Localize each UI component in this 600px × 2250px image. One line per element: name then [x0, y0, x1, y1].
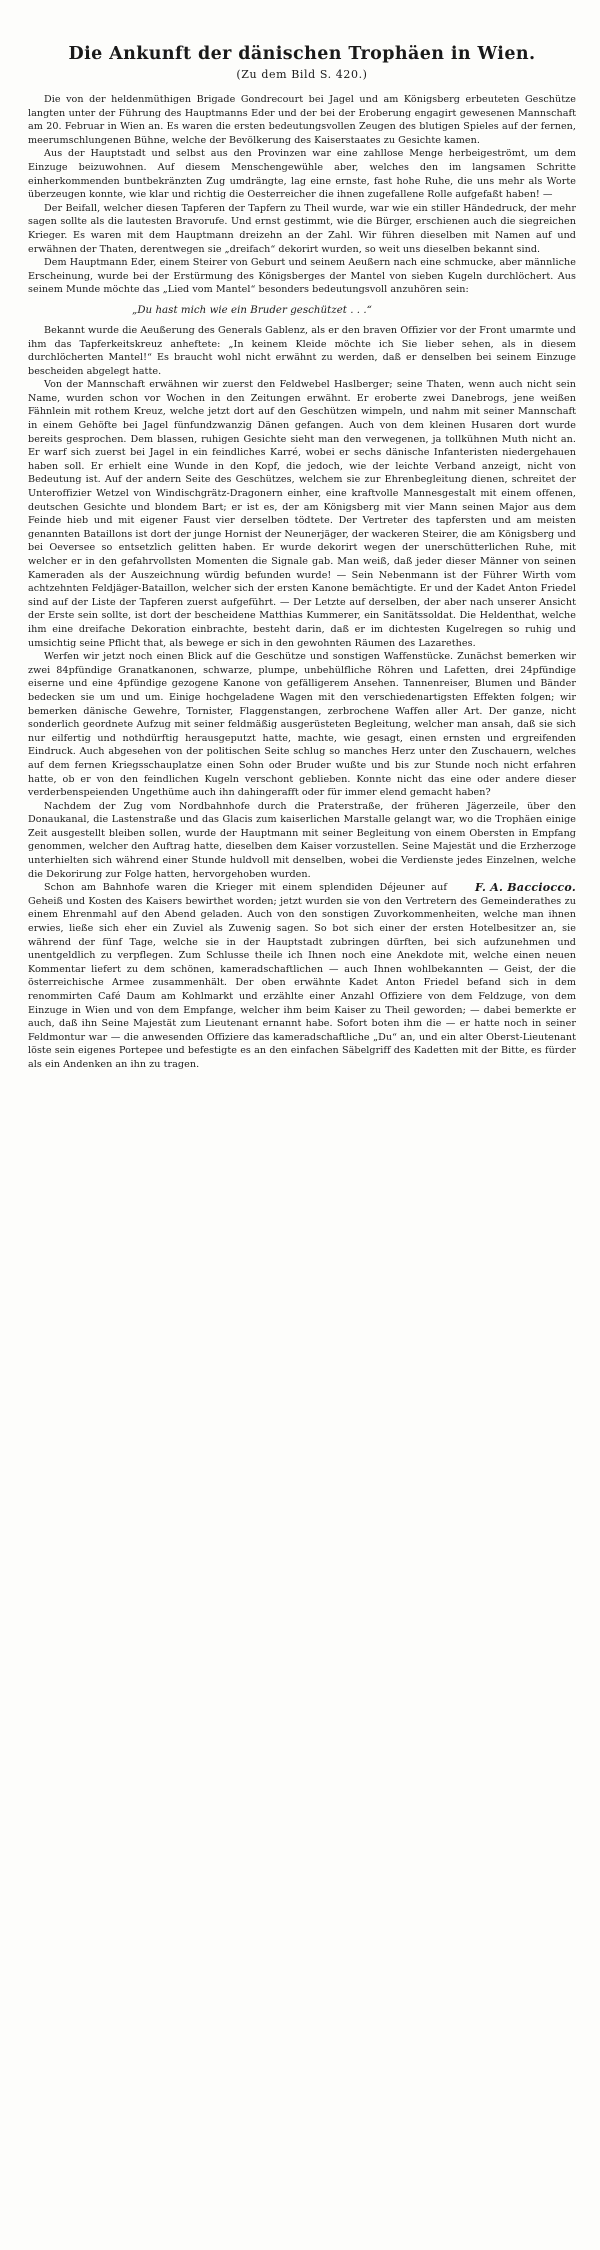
paragraph: Nachdem der Zug vom Nordbahnhofe durch die Praterstraße, der früheren Jägerzeile, über den Donaukanal, die Lastenstraße und das Glacis zum kaiserlichen Marstalle gelangt war, wo die Trophäen einige Zeit ausgestellt bleiben sollen, wurde der Hauptmann mit seiner Begleitung von einem Obersten in Empfang genommen, welcher den Auftrag hatte, dieselben dem Kaiser vorzustellen. Seine Majestät und die Erzherzoge unterhielten sich während einer Stunde huldvoll mit denselben, wobei die Verdienste jedes Einzelnen, welche die Dekorirung zur Folge hatten, hervorgehoben wurden.: [28, 800, 576, 880]
paragraph: Der Beifall, welcher diesen Tapferen der Tapfern zu Theil wurde, war wie ein stiller Händedruck, der mehr sagen sollte als die lautesten Bravorufe. Und ernst gestimmt, wie die Bürger, erschienen auch die siegreichen Krieger. Es waren mit dem Hauptmann dreizehn an der Zahl. Wir führen dieselben mit Namen auf und erwähnen der Thaten, derentwegen sie „dreifach“ dekorirt wurden, so weit uns dieselben bekannt sind.: [28, 202, 576, 255]
paragraph: Dem Hauptmann Eder, einem Steirer von Geburt und seinem Aeußern nach eine schmucke, aber männliche Erscheinung, wurde bei der Erstürmung des Königsberges der Mantel von sieben Kugeln durchlöchert. Aus seinem Munde möchte das „Lied vom Mantel“ besonders bedeutungsvoll anzuhören sein:: [28, 257, 576, 296]
paragraph: Von der Mannschaft erwähnen wir zuerst den Feldwebel Haslberger; seine Thaten, wenn auch nicht sein Name, wurden schon vor Wochen in den Zeitungen erwähnt. Er eroberte zwei Danebrogs, jene weißen Fähnlein mit rothem Kreuz, welche jetzt dort auf den Geschützen wimpeln, und nahm mit seiner Mannschaft in einem Gehöfte bei Jagel fünfundzwanzig Dänen gefangen. Auch von dem kleinen Husaren dort wurde bereits gesprochen. Dem blassen, ruhigen Gesichte sieht man den verwegenen, ja tollkühnen Muth nicht an. Er warf sich zuerst bei Jagel in ein feindliches Karré, wobei er sechs dänische Infanteristen niedergehauen haben soll. Er erhielt eine Wunde in den Kopf, die jedoch, wie der leichte Verband anzeigt, nicht von Bedeutung ist. Auf der andern Seite des Geschützes, welchem sie zur Ehrenbegleitung dienen, schreitet der Unteroffizier Wetzel von Windischgrätz-Dragonern einher, eine kraftvolle Mannesgestalt mit einem offenen, deutschen Gesichte und blondem Bart; er ist es, der am Königsberg mit vier Mann seinen Major aus dem Feinde hieb und mit eigener Faust vier derselben tödtete. Der Vertreter des tapfersten und am meisten genannten Bataillons ist dort der junge Hornist der Neunerjäger, der wackeren Steirer, die am Königsberg und bei Oeversee so entsetzlich gelitten haben. Er wurde dekorirt wegen der unerschütterlichen Ruhe, mit welcher er in den gefahrvollsten Momenten die Signale gab. Man weiß, daß jeder dieser Männer von seinen Kameraden als der Auszeichnung würdig befunden wurde! — Sein Nebenmann ist der Führer Wirth vom achtzehnten Feldjäger-Bataillon, welcher sich der ersten Kanone bemächtigte. Er und der Kadet Anton Friedel sind auf der Liste der Tapferen zuerst aufgeführt. — Der Letzte auf derselben, der aber nach unserer Ansicht der Erste sein sollte, ist dort der bescheidene Matthias Kummerer, ein Sanitätssoldat. Die Heldenthat, welche ihm eine dreifache Dekoration einbrachte, besteht darin, daß er im dichtesten Kugelregen so ruhig und umsichtig seine Pflicht that, als bewege er sich in den gewohnten Räumen des Lazarethes.: [28, 379, 576, 649]
paragraph-final: [28, 881, 576, 1071]
paragraph: Werfen wir jetzt noch einen Blick auf die Geschütze und sonstigen Waffenstücke. Zunächst bemerken wir zwei 84pfündige Granatkanonen, schwarze, plumpe, unbehülfliche Röhren und Lafetten, drei 24pfündige eiserne und eine 4pfündige gezogene Kanone von gefälligerem Ansehen. Tannenreiser, Blumen und Bänder bedecken sie um und um. Einige hochgeladene Wagen mit den verschiedenartigsten Effekten folgen; wir bemerken dänische Gewehre, Tornister, Flaggenstangen, zerbrochene Waffen aller Art. Der ganze, nicht sonderlich geordnete Aufzug mit seiner feldmäßig ausgerüsteten Begleitung, welcher man ansah, daß sie sich nur eilfertig und nothdürftig herausgeputzt hatte, machte, wie gesagt, einen ernsten und ergreifenden Eindruck. Auch abgesehen von der politischen Seite schlug so manches Herz unter den Zuschauern, welches auf dem fernen Kriegsschauplatze einen Sohn oder Bruder wußte und bis zur Stunde noch nicht erfahren hatte, ob er von den feindlichen Kugeln verschont geblieben. Konnte nicht das eine oder andere dieser verderbenspeienden Ungethüme auch ihn dahingerafft oder für immer elend gemacht haben?: [28, 651, 576, 799]
article-title: Die Ankunft der dänischen Trophäen in Wien.: [68, 44, 536, 64]
song-quote: „Du hast mich wie ein Bruder geschützet . . .“: [132, 304, 372, 316]
author-signature: F. A. Bacciocco.: [474, 881, 576, 895]
paragraph: Bekannt wurde die Aeußerung des Generals Gablenz, als er den braven Offizier vor der Front umarmte und ihm das Tapferkeitskreuz anheftete: „In keinem Kleide möchte ich Sie lieber sehen, als in diesem durchlöcherten Mantel!“ Es braucht wohl nicht erwähnt zu werden, daß er denselben bei seinem Einzuge bescheiden abgelegt hatte.: [28, 324, 576, 377]
paragraph: Die von der heldenmüthigen Brigade Gondrecourt bei Jagel und am Königsberg erbeuteten Geschütze langten unter der Führung des Hauptmanns Eder und der bei der Eroberung engagirt gewesenen Mannschaft am 20. Februar in Wien an. Es waren die ersten bedeutungsvollen Zeugen des blutigen Spieles auf der fernen, meerumschlungenen Bühne, welche der Bevölkerung des Kaiserstaates zu Gesichte kamen.: [28, 94, 576, 146]
paragraph: Aus der Hauptstadt und selbst aus den Provinzen war eine zahllose Menge herbeigeströmt, um dem Einzuge beizuwohnen. Auf diesem Menschengewühle aber, welches den im langsamen Schritte einherkommenden buntbekränzten Zug umdrängte, lag eine ernste, fast hohe Ruhe, die uns mehr als Worte überzeugen konnte, wie klar und richtig die Oesterreicher die ihnen zugefallene Rolle aufgefaßt haben! —: [28, 148, 576, 201]
paragraph-final-text: Schon am Bahnhofe waren die Krieger mit einem splendiden Déjeuner auf Geheiß und Kosten des Kaisers bewirthet worden; jetzt wurden sie von den Vertretern des Gemeinderathes zu einem Ehrenmahl auf den Abend geladen. Auch von den sonstigen Zuvorkommenheiten, welche man ihnen erwies, ließe sich eher ein Zuviel als Zuwenig sagen. So bot sich einer der ersten Hotelbesitzer an, sie während der fünf Tage, welche sie in der Hauptstadt zubringen dürften, bei sich aufzunehmen und unentgeldlich zu verpflegen. Zum Schlusse theile ich Ihnen noch eine Anekdote mit, welche einen neuen Kommentar liefert zu dem schönen, kameradschaftlichen — auch Ihnen wohlbekannten — Geist, der die österreichische Armee zusammenhält. Der oben erwähnte Kadet Anton Friedel befand sich in dem renommirten Café Daum am Kohlmarkt und erzählte einer Anzahl Offiziere von dem Feldzuge, von dem Einzuge in Wien und von dem Empfange, welcher ihm beim Kaiser zu Theil geworden; — dabei bemerkte er auch, daß ihn Seine Majestät zum Lieutenant ernannt habe. Sofort boten ihm die — er hatte noch in seiner Feldmontur war — die anwesenden Offiziere das kameradschaftliche „Du“ an, und ein alter Oberst-Lieutenant löste sein eigenes Portepee und befestigte es an den einfachen Säbelgriff des Kadetten mit der Bitte, es fürder als ein Andenken an ihn zu tragen.: [28, 882, 576, 1070]
article-subtitle: (Zu dem Bild S. 420.): [236, 68, 368, 81]
